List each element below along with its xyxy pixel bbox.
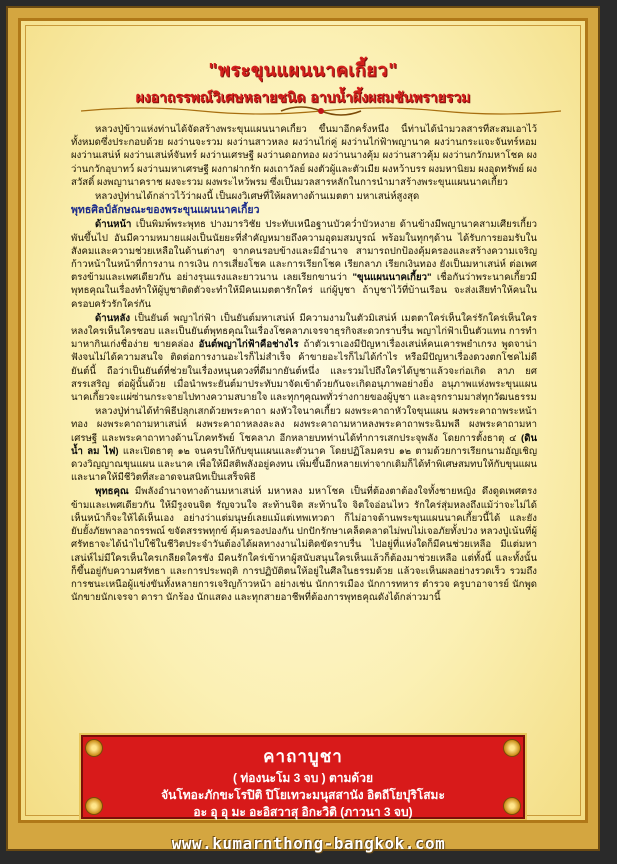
- section-heading: พุทธศิลป์ลักษณะของพระขุนแผนนาคเกี้ยว: [71, 204, 260, 217]
- corner-ornament-icon: [85, 797, 103, 815]
- mantra-box: [79, 733, 527, 821]
- corner-ornament-icon: [85, 739, 103, 757]
- ritual-text: หลวงปู่ท่านได้ทำพิธีปลุกเสกด้วยพระคาถา ผงหัวใจนาคเกี้ยว ผงพระคาถาหัวใจขุนแผน ผงพระคาถาพระหน้าทอง ผงพระคาถามหาเสน่ห์ ผงพระคาถาหลงละลง ผงพระคาถามหาหลงพระคาถาพระฉิมพลี ผงพระคาถามหาเศรษฐี และพระคาถาทางด้านโภคทรัพย์ โชคลาภ อีกหลายบทท่านได้ทำการเสกประจุพลัง โดยการตั้งธาตุ ๔: [71, 406, 537, 444]
- mantra-line-2: จันโทอะภักขะโรปิติ ปิโยเทวะมนุสสานัง อิตถีโยปุริโสมะ: [161, 788, 445, 802]
- corner-ornament-icon: [503, 739, 521, 757]
- page-paper: [18, 18, 588, 823]
- mantra-line-1: ( ท่องนะโม 3 จบ ) ตามด้วย: [233, 771, 373, 785]
- paragraph-materials: หลวงปู่ข้าวแห่งท่านได้จัดสร้างพระขุนแผนนาคเกี้ยว ขึ้นมาอีกครั้งหนึ่ง นี้ท่านได้นำมวลสารที่สะสมเอาไว้ทั้งหมดซึ่งประกอบด้วย ผงว่านจะรวม ผงว่านสาวหลง ผงว่านไก่คู่ ผงว่านไก่ฟ้าพญานาค ผงว่านกระแจะจันทร์หอม ผงว่านเสน่ห์ ผงว่านเสน่ห์จันทร์ ผงว่านเศรษฐี ผงว่านดอกทอง ผงว่านนางคุ้ม ผงว่านสาวคุ้ม ผงว่านกวักมหาโชค ผงว่านกวักอุบาทว์ ผงว่านมหาเศรษฐี ผงกาฝากรัก ผงเถาวัลย์ ผงตัวผู้และตัวเมีย ผงหว้าบรร ผงมหานิยม ผงอุดทรัพย์ ผงสวัสดิ์ ผงพญานาคราช ผงจะรวม ผงพระไหว้พรม ซึ่งเป็นมวลสารหลักในการนำมาสร้างพระขุนแผนนาคเกี้ยว: [71, 124, 537, 188]
- divider-ornament-icon: [81, 103, 561, 119]
- paragraph-virtues: [71, 485, 537, 604]
- corner-ornament-icon: [503, 797, 521, 815]
- page-frame: [6, 6, 600, 851]
- ritual-elements: (ดิน น้ำ ลม ไฟ): [71, 432, 537, 457]
- article-body: [71, 123, 537, 721]
- front-tail: เชื่อกันว่าพระนาคเกี้ยวมีพุทธคุณในเรื่องทำให้ผู้บูชาติดตัวจะทำให้มีคนเมตตารักใคร่ แก่ผู้บูชา ถ้าบูชาไว้ที่บ้านเรือน จะส่งเสียทำให้คนในครอบครัวรักใคร่กัน: [71, 272, 537, 310]
- paragraph-back: [71, 312, 537, 404]
- paragraph-ritual: [71, 405, 537, 484]
- front-text: เป็นพิมพ์พระพุทธ ปางมารวิชัย ประทับเหนือฐานบัวคว่ำบัวหงาย ด้านข้างมีพญานาคสามเศียรเกี้ยวพันขึ้นไป อันมีความหมายแฝงเป็นนัยยะที่สำคัญหมายถึงความอุดมสมบูรณ์ พร้อมในทุกๆด้าน ได้รับการยอมรับในสังคมและความช่วยเหลือในด้านต่างๆ จากคนรอบข้างและมีอำนาจ สามารถปกป้องคุ้มครองและสร้างความเจริญก้าวหน้าในหน้าที่การงาน การเงิน การเสี่ยงโชค และการเรียกโชค เรียกลาภ เรียกเงินทอง ยังเป็นมหาเสน่ห์ ต่อเพศตรงข้ามและเพศเดียวกัน อย่างรุนแรงและยาวนาน เลยเรียกขานว่า: [71, 219, 537, 284]
- front-label: ด้านหน้า: [95, 219, 132, 231]
- virtues-label: พุทธคุณ: [95, 486, 129, 498]
- mantra-line-3: อะ อุ อุ มะ อะอิสวาสุ อิกะวิติ (ภาวนา 3 จบ): [193, 805, 413, 819]
- front-quote: "ขุนแผนนาคเกี้ยว": [347, 272, 437, 284]
- back-label: ด้านหลัง: [95, 312, 131, 324]
- page-subtitle: ผงอาถรรพณ์วิเศษหลายชนิด อาบน้ำผึ้งผสมชันพรายรวม: [135, 90, 471, 106]
- paragraph-front: [71, 218, 537, 310]
- back-highlight: อันต์พญาไก่ฟ้าคือช่างไร: [193, 339, 299, 351]
- ritual-tail: และเปิดธาตุ ๑๒ จนครบให้กับขุนแผนและตัวนาค โดยปฏิโลมครบ ๑๒ ตามด้วยการเรียกนามอัญเชิญดวงวิญญาณขุนแผน และนาค เพื่อให้มีสติพลังอยู่คงทน เพิ่มขึ้นอีกหลายเท่าจากเดิมก็ได้ทำพิเศษสมทบให้กับขุนแผนและนาคให้มีชีวิตที่สะอาดจนสนิทเป็นเสร็จพิธี: [71, 445, 537, 484]
- back-tail: ถ้าตัวเราเองมีปัญหาเรื่องเสน่ห์คนเคารพยำเกรง พูดจาน่าฟังจนไม่ได้ความสนใจ ติดต่อการงานอะไรก็ไม่สำเร็จ ค้าขายอะไรก็ไม่ได้กำไร หรือมีปัญหาเรื่องดวงตกโชคไม่ดี ยันต์นี้ ถือว่าเป็นยันต์ที่ช่วยในเรื่องหนุนดวงที่ดีมากยันต์หนึ่ง และรวมไปถึงใครได้บูชาแล้วจะก่อเกิด ลาภ ยศ สรรเสริญ ต่อผู้นั้นด้วย เมื่อนำพระยันต์มาประทับมาจัดเข้าด้วยกันจะเกิดอนุภาพอย่างยิ่ง อนุภาพแห่งพระขุนแผนนาคเกี้ยวจะแผ่ซ่านกระจายไปทางความสบายใจ และทุกๆคุณพทั่วร่างกายของผู้บูชา และอุรกรามมาส่ทุกวัฒนธรรม: [71, 339, 537, 404]
- mantra-title: คาถาบูชา: [263, 747, 343, 766]
- website-url[interactable]: www.kumarnthong-bangkok.com: [171, 834, 446, 853]
- virtues-text: มีพลังอำนาจทางด้านมหาเสน่ห์ มหาหลง มหาโชค เป็นที่ต้องตาต้องใจทั้งชายหญิง ดึงดูดเพศตรงข้ามและเพศเดียวกัน ให้มีรูงจนจิต รัญจวนใจ สะท้านจิต สะท้านใจ จิตใจอ่อนไหว รักใคร่สุ่มหลงถึงแม้ว่าจะไม่ได้เห็นหน้าก็จะให้ได้เห็นเอง อย่างว่าแต่มนุษย์เลยแม้แต่เทพเทวดา ก็ไม่อาจต้านพระขุนแผนนาคเกี้ยวนี้ได้ และยังยับยั้งภัยพาลอาถรรพณ์ ขจัดสรรพทุกข์ คุ้มครองปองกัน ปกปักรักษาเคล็ดคลาดไม่พบไม่เจอภัยทั้งปวง หลวงปู่เน้นที่ผู้ศรัทธาจะได้นำไปใช้ในชีวิตประจำวันต้องได้ผลทางงานไม่ติดขัดราบรื่น ไปอยู่ที่แห่งใดก็มีคนช่วยเหลือ มีแต่มหาเสน่ห์ไม่มีใครเห็นใครเกลียดใครชัง มีคนรักใคร่เข้าหาผู้สนับสนุนใครเห็นแล้วก็ต้องมาช่วยเหลือ แต่ทั้งนี้ และทั้งนั้นก็ขึ้นอยู่กับความศรัทธา และการประพฤติ การปฏิบัติตนให้อยู่ในศีลในธรรมด้วย แล้วจะเห็นผลอย่างรวดเร็ว รวมถึงการชนะเหนือผู้แข่งขันทั้งหลายการเจริญก้าวหน้า อย่างเช่น นักการเมือง นักการทหาร ตำรวจ ครูบาอาจารย์ นักพูด นักขายนักเจรจา ดารา นักร้อง นักแสดง และทุกสายอาชีพที่ต้องการพุทธคุณดังได้กล่าวมานี้: [71, 486, 537, 604]
- paragraph-summary: หลวงปู่ท่านได้กล่าวไว้ว่าผงนี้ เป็นผงวิเศษที่ให้ผลทางด้านเมตตา มหาเสน่ห์สูงสุด: [95, 191, 420, 203]
- header: [21, 55, 585, 109]
- page-title: "พระขุนแผนนาคเกี้ยว": [208, 60, 398, 81]
- back-text: เป็นยันต์ พญาไก่ฟ้า เป็นยันต์มหาเสน่ห์ มีความงามในตัวมิเสน่ห์ เมตตาใคร่เห็นใคร่รักใคร่เห็นใครหลงใครเห็นใครชอบ และเป็นยันต์พุทธคุณในเรื่องโชคลาภเจรจาธุรกิจสะดวกราบรื่น พญาไก่ฟ้าเป็นตัวแทน การทำมาหากินเก่งชื่อง่าย ขายคล่อง: [71, 312, 537, 351]
